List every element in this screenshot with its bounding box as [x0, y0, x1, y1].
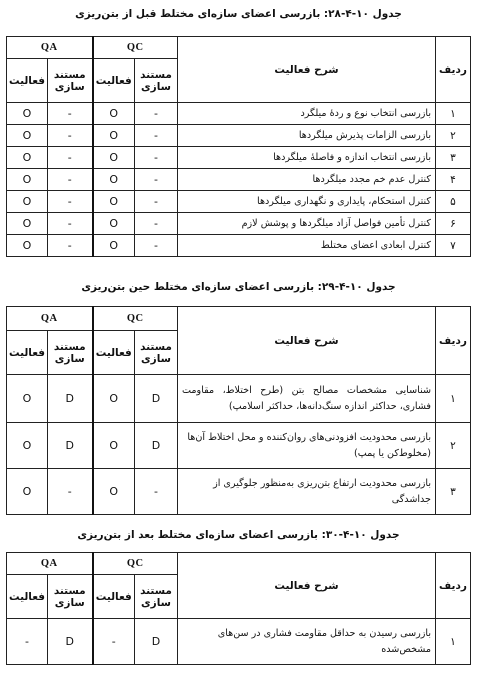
qa-documentation-cell: -	[48, 191, 93, 213]
table2-caption: جدول ۱۰-۴-۲۹: بازرسی اعضای سازه‌ای مختلط حین بتن‌ریزی	[81, 281, 396, 293]
header-qc-documentation: مستند سازی	[135, 575, 178, 619]
row-description: شناسایی مشخصات مصالح بتن (طرح اختلاط، مقاومت فشاری، حداکثر اندازه سنگ‌دانه‌ها، حداکثر اسلامپ)	[178, 375, 436, 423]
row-description: کنترل ابعادی اعضای مختلط	[178, 235, 436, 257]
table-row	[7, 619, 471, 665]
header-qa-activity: فعالیت	[7, 331, 48, 375]
row-number: ۲	[436, 125, 471, 147]
row-description: بازرسی محدودیت ارتفاع بتن‌ریزی به‌منظور جلوگیری از جداشدگی	[178, 469, 436, 515]
row-description: کنترل تأمین فواصل آزاد میلگردها و پوشش لازم	[178, 213, 436, 235]
header-row-no: ردیف	[436, 37, 471, 103]
qc-documentation-cell: -	[135, 169, 178, 191]
table1-caption: جدول ۱۰-۴-۲۸: بازرسی اعضای سازه‌ای مختلط قبل از بتن‌ریزی	[75, 8, 402, 20]
row-description: بازرسی الزامات پذیرش میلگردها	[178, 125, 436, 147]
table-row	[7, 103, 471, 125]
header-qc: QC	[93, 553, 178, 575]
qa-activity-cell: O	[7, 191, 48, 213]
qc-activity-cell: O	[93, 235, 135, 257]
qc-activity-cell: -	[93, 619, 135, 665]
qc-documentation-cell: -	[135, 191, 178, 213]
header-qc-activity: فعالیت	[93, 575, 135, 619]
qa-documentation-cell: -	[48, 235, 93, 257]
table-row	[7, 375, 471, 423]
header-qc: QC	[93, 37, 178, 59]
row-number: ۲	[436, 423, 471, 469]
qc-activity-cell: O	[93, 191, 135, 213]
header-qa-documentation: مستند سازی	[48, 59, 93, 103]
table-row	[7, 125, 471, 147]
header-qa: QA	[7, 37, 93, 59]
qa-documentation-cell: -	[48, 213, 93, 235]
header-qa: QA	[7, 307, 93, 331]
row-number: ۱	[436, 375, 471, 423]
qa-documentation-cell: D	[48, 423, 93, 469]
table-row	[7, 191, 471, 213]
row-description: کنترل استحکام، پایداری و نگهداری میلگردها	[178, 191, 436, 213]
qa-activity-cell: O	[7, 375, 48, 423]
table3-caption: جدول ۱۰-۴-۳۰: بازرسی اعضای سازه‌ای مختلط بعد از بتن‌ریزی	[77, 529, 400, 541]
qa-documentation-cell: -	[48, 147, 93, 169]
qc-activity-cell: O	[93, 169, 135, 191]
header-description: شرح فعالیت	[178, 553, 436, 619]
header-row-no: ردیف	[436, 307, 471, 375]
qc-activity-cell: O	[93, 103, 135, 125]
table-row	[7, 235, 471, 257]
qc-documentation-cell: D	[135, 423, 178, 469]
qc-activity-cell: O	[93, 469, 135, 515]
row-number: ۱	[436, 619, 471, 665]
qc-documentation-cell: D	[135, 619, 178, 665]
qc-documentation-cell: -	[135, 147, 178, 169]
header-row-no: ردیف	[436, 553, 471, 619]
qc-documentation-cell: -	[135, 235, 178, 257]
qc-activity-cell: O	[93, 213, 135, 235]
row-description: بازرسی انتخاب اندازه و فاصلهٔ میلگردها	[178, 147, 436, 169]
header-qc-documentation: مستند سازی	[135, 59, 178, 103]
qa-activity-cell: O	[7, 147, 48, 169]
row-number: ۳	[436, 469, 471, 515]
qc-activity-cell: O	[93, 375, 135, 423]
qc-documentation-cell: D	[135, 375, 178, 423]
table2	[6, 306, 471, 515]
header-qa-activity: فعالیت	[7, 59, 48, 103]
table1	[6, 36, 471, 257]
qa-activity-cell: -	[7, 619, 48, 665]
header-qc-documentation: مستند سازی	[135, 331, 178, 375]
row-description: کنترل عدم خم مجدد میلگردها	[178, 169, 436, 191]
row-description: بازرسی محدودیت افزودنی‌های روان‌کننده و محل اختلاط آن‌ها (مخلوط‌کن یا پمپ)	[178, 423, 436, 469]
qc-documentation-cell: -	[135, 125, 178, 147]
qa-activity-cell: O	[7, 125, 48, 147]
table-row	[7, 147, 471, 169]
header-qa-documentation: مستند سازی	[48, 331, 93, 375]
table3	[6, 552, 471, 665]
row-description: بازرسی انتخاب نوع و ردهٔ میلگرد	[178, 103, 436, 125]
qc-documentation-cell: -	[135, 213, 178, 235]
header-description: شرح فعالیت	[178, 37, 436, 103]
header-qc-activity: فعالیت	[93, 59, 135, 103]
qa-documentation-cell: D	[48, 375, 93, 423]
qc-activity-cell: O	[93, 147, 135, 169]
qa-activity-cell: O	[7, 235, 48, 257]
qa-documentation-cell: -	[48, 103, 93, 125]
table-row	[7, 169, 471, 191]
row-number: ۳	[436, 147, 471, 169]
row-number: ۴	[436, 169, 471, 191]
row-number: ۵	[436, 191, 471, 213]
qa-documentation-cell: D	[48, 619, 93, 665]
qc-documentation-cell: -	[135, 469, 178, 515]
qc-activity-cell: O	[93, 423, 135, 469]
table-row	[7, 423, 471, 469]
header-qa-documentation: مستند سازی	[48, 575, 93, 619]
header-description: شرح فعالیت	[178, 307, 436, 375]
header-qa: QA	[7, 553, 93, 575]
qa-documentation-cell: -	[48, 169, 93, 191]
table-row	[7, 213, 471, 235]
row-number: ۷	[436, 235, 471, 257]
row-number: ۶	[436, 213, 471, 235]
qa-documentation-cell: -	[48, 125, 93, 147]
qa-documentation-cell: -	[48, 469, 93, 515]
row-number: ۱	[436, 103, 471, 125]
table-row	[7, 469, 471, 515]
qa-activity-cell: O	[7, 103, 48, 125]
qa-activity-cell: O	[7, 423, 48, 469]
qa-activity-cell: O	[7, 213, 48, 235]
qc-documentation-cell: -	[135, 103, 178, 125]
row-description: بازرسی رسیدن به حداقل مقاومت فشاری در سن‌های مشخص‌شده	[178, 619, 436, 665]
qa-activity-cell: O	[7, 469, 48, 515]
qc-activity-cell: O	[93, 125, 135, 147]
header-qc: QC	[93, 307, 178, 331]
header-qa-activity: فعالیت	[7, 575, 48, 619]
qa-activity-cell: O	[7, 169, 48, 191]
header-qc-activity: فعالیت	[93, 331, 135, 375]
